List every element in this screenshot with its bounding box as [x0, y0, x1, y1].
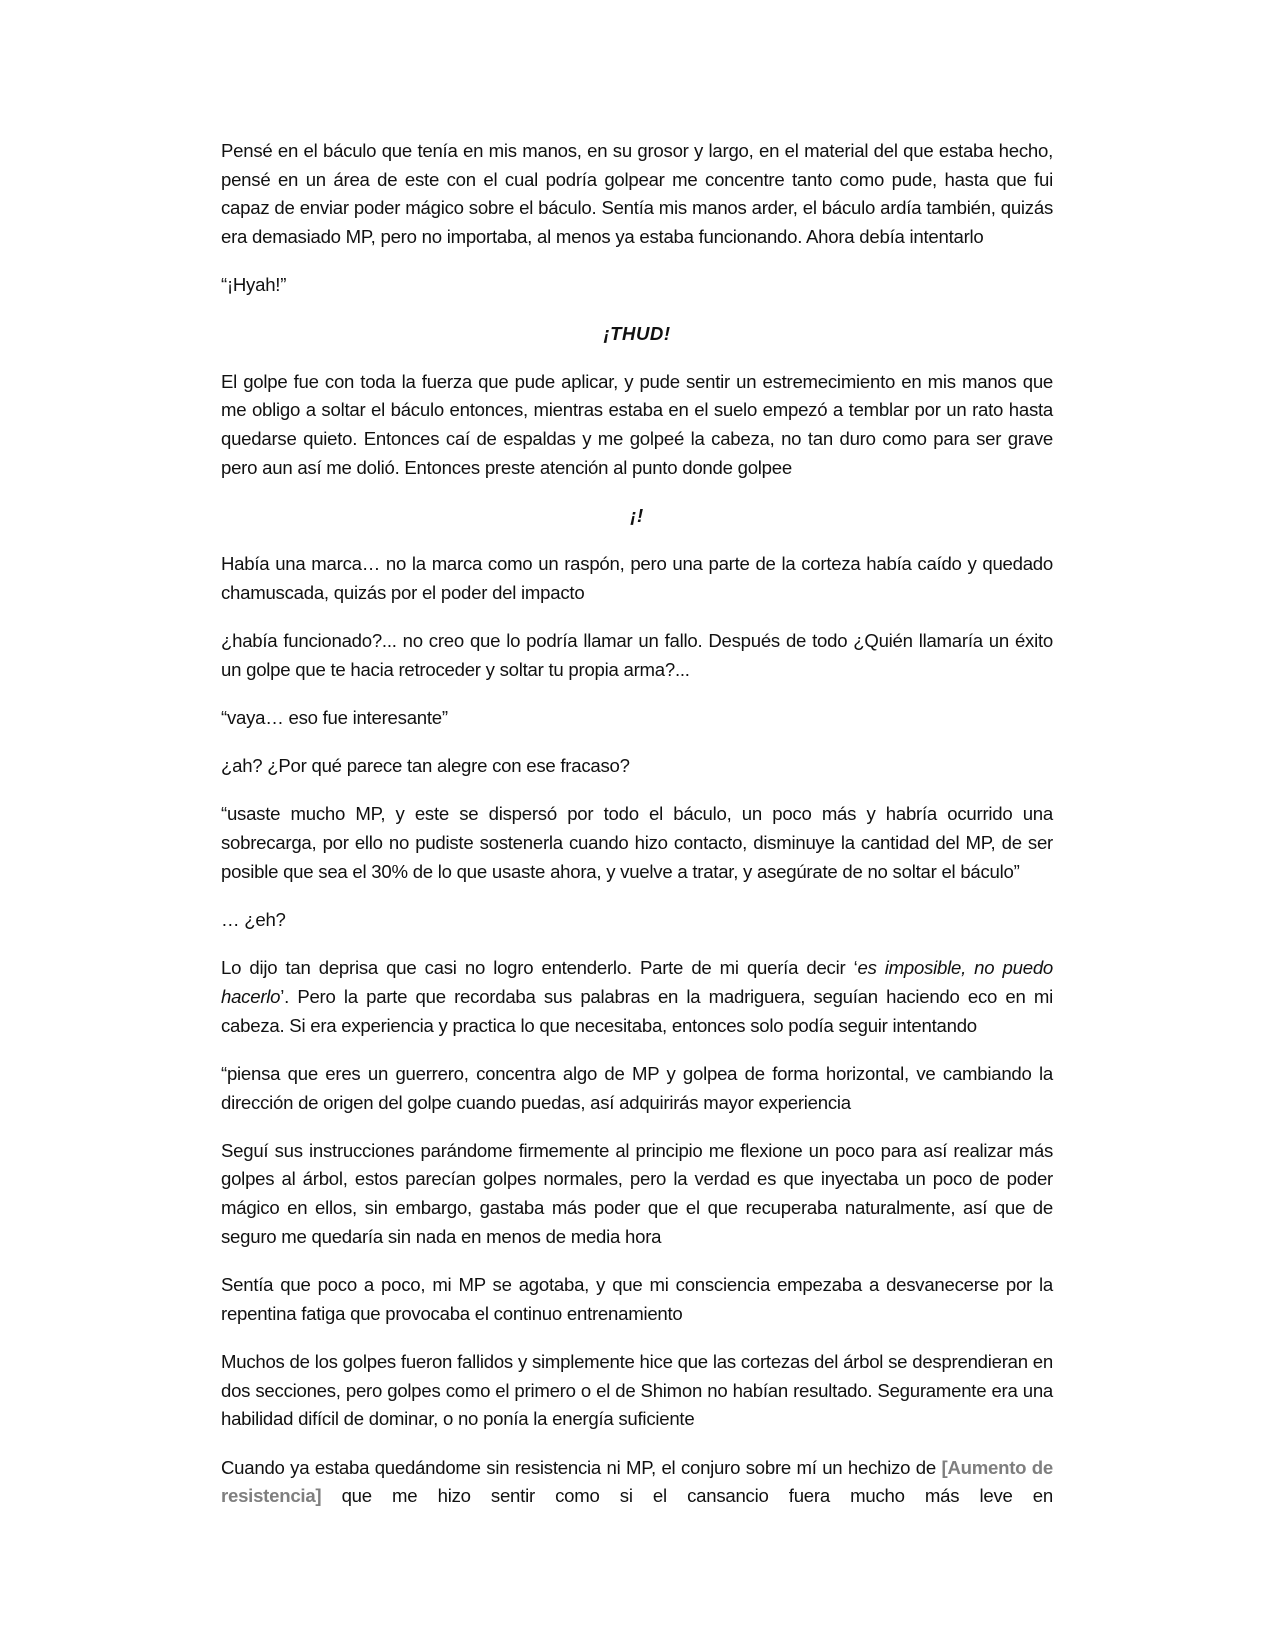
skill-name: [Aumento de resistencia] [221, 1456, 1053, 1507]
paragraph-text: ’. Pero la parte que recordaba sus palabras en la madriguera, seguían haciendo eco en mi cabeza. Si era experiencia y practica lo que necesitaba, entonces solo podía seguir intentando [221, 985, 1053, 1036]
paragraph-text: Lo dijo tan deprisa que casi no logro entenderlo. Parte de mi quería decir ‘ [221, 957, 858, 979]
paragraph: Pensé en el báculo que tenía en mis manos, en su grosor y largo, en el material del que estaba hecho, pensé en un área de este con el cual podría golpear me concentre tanto como pude, hasta que fui capaz de enviar poder mágico sobre el báculo. Sentía mis manos arder, el báculo ardía también, quizás era demasiado MP, pero no importaba, al menos ya estaba funcionando. Ahora debía intentarlo [221, 140, 1053, 248]
paragraph: Había una marca… no la marca como un raspón, pero una parte de la corteza había caído y quedado chamuscada, quizás por el poder del impacto [221, 553, 1053, 603]
sound-effect: ¡THUD! [603, 322, 671, 344]
paragraph: Muchos de los golpes fueron fallidos y simplemente hice que las cortezas del árbol se desprendieran en dos secciones, pero golpes como el primero o el de Shimon no habían resultado. Seguramente era una habilidad difícil de dominar, o no ponía la energía suficiente [221, 1351, 1053, 1430]
paragraph: Seguí sus instrucciones parándome firmemente al principio me flexione un poco para así realizar más golpes al árbol, estos parecían golpes normales, pero la verdad es que inyectaba un poco de poder mágico en ellos, sin embargo, gastaba más poder que el que recuperaba naturalmente, así que de seguro me quedaría sin nada en menos de media hora [221, 1139, 1053, 1247]
dialogue-line: “¡Hyah!” [221, 274, 287, 296]
paragraph-text: que me hizo sentir como si el cansancio fuera mucho más leve en [321, 1485, 1053, 1507]
paragraph [221, 954, 1053, 1040]
dialogue-paragraph: “piensa que eres un guerrero, concentra algo de MP y golpea de forma horizontal, ve cambiando la dirección de origen del golpe cuando puedas, así adquirirás mayor experiencia [221, 1062, 1053, 1113]
paragraph: … ¿eh? [221, 909, 286, 931]
sound-effect: ¡! [630, 505, 644, 527]
dialogue-line: “vaya… eso fue interesante” [221, 707, 448, 729]
paragraph-text: Cuando ya estaba quedándome sin resistencia ni MP, el conjuro sobre mí un hechizo de [221, 1456, 942, 1478]
paragraph: El golpe fue con toda la fuerza que pude aplicar, y pude sentir un estremecimiento en mis manos que me obligo a soltar el báculo entonces, mientras estaba en el suelo empezó a temblar por un rato hasta quedarse quieto. Entonces caí de espaldas y me golpeé la cabeza, no tan duro como para ser grave pero aun así me dolió. Entonces preste atención al punto donde golpee [221, 370, 1053, 478]
document-page [221, 137, 1053, 1531]
paragraph: ¿ah? ¿Por qué parece tan alegre con ese fracaso? [221, 755, 630, 777]
paragraph: ¿había funcionado?... no creo que lo podría llamar un fallo. Después de todo ¿Quién llamaría un éxito un golpe que te hacia retroceder y soltar tu propia arma?... [221, 630, 1053, 680]
italic-thought: es imposible, no puedo hacerlo [221, 957, 1053, 1007]
paragraph: Sentía que poco a poco, mi MP se agotaba, y que mi consciencia empezaba a desvanecerse por la repentina fatiga que provocaba el continuo entrenamiento [221, 1274, 1053, 1324]
paragraph [221, 1454, 1053, 1511]
dialogue-paragraph: “usaste mucho MP, y este se dispersó por todo el báculo, un poco más y habría ocurrido una sobrecarga, por ello no pudiste sostenerla cuando hizo contacto, disminuye la cantidad del MP, de ser posible que sea el 30% de lo que usaste ahora, y vuelve a tratar, y asegúrate de no soltar el báculo” [221, 803, 1053, 882]
